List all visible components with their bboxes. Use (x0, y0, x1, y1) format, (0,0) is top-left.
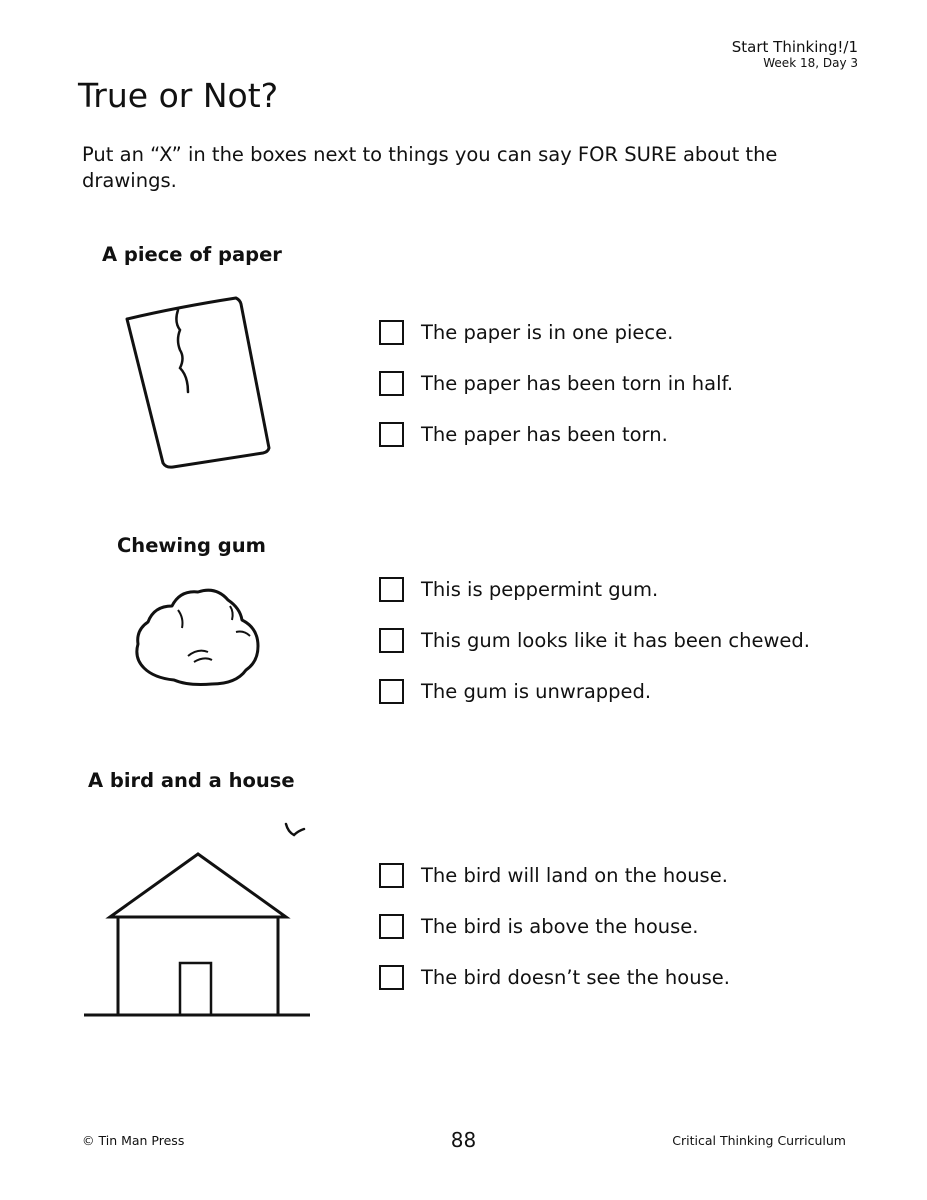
bird-and-house-drawing (80, 818, 316, 1030)
option-row[interactable] (379, 371, 733, 396)
option-label: The bird doesn’t see the house. (421, 966, 730, 989)
option-label: This is peppermint gum. (421, 578, 659, 601)
series-title: Start Thinking!/1 (731, 38, 858, 56)
footer-copyright: © Tin Man Press (82, 1133, 185, 1148)
option-row[interactable] (379, 577, 658, 602)
page-number: 88 (450, 1128, 477, 1152)
footer-curriculum: Critical Thinking Curriculum (672, 1133, 846, 1148)
instructions: Put an “X” in the boxes next to things you can say FOR SURE about the drawings. (82, 143, 778, 192)
section-title-bird-house: A bird and a house (88, 769, 295, 792)
option-label: The gum is unwrapped. (421, 680, 652, 703)
option-label: This gum looks like it has been chewed. (421, 629, 810, 652)
option-label: The paper is in one piece. (421, 321, 674, 344)
checkbox[interactable] (379, 965, 404, 990)
option-label: The paper has been torn. (421, 423, 668, 446)
door-icon (180, 963, 211, 1015)
checkbox[interactable] (379, 914, 404, 939)
section-title-paper: A piece of paper (102, 243, 282, 266)
page-title: True or Not? (78, 76, 279, 115)
option-row[interactable] (379, 863, 728, 888)
option-row[interactable] (379, 679, 651, 704)
checkbox[interactable] (379, 371, 404, 396)
checkbox[interactable] (379, 863, 404, 888)
checkbox[interactable] (379, 577, 404, 602)
option-row[interactable] (379, 422, 668, 447)
checkbox[interactable] (379, 679, 404, 704)
chewing-gum-drawing (132, 582, 264, 688)
option-label: The bird is above the house. (421, 915, 699, 938)
option-label: The bird will land on the house. (421, 864, 728, 887)
option-row[interactable] (379, 320, 673, 345)
torn-paper-drawing (118, 292, 278, 474)
option-row[interactable] (379, 965, 730, 990)
bird-icon (286, 824, 304, 835)
checkbox[interactable] (379, 422, 404, 447)
series-header (732, 38, 858, 70)
option-row[interactable] (379, 628, 810, 653)
checkbox[interactable] (379, 628, 404, 653)
option-label: The paper has been torn in half. (421, 372, 734, 395)
option-row[interactable] (379, 914, 699, 939)
roof-icon (110, 854, 286, 917)
week-day-label: Week 18, Day 3 (763, 56, 858, 70)
section-title-gum: Chewing gum (117, 534, 266, 557)
checkbox[interactable] (379, 320, 404, 345)
